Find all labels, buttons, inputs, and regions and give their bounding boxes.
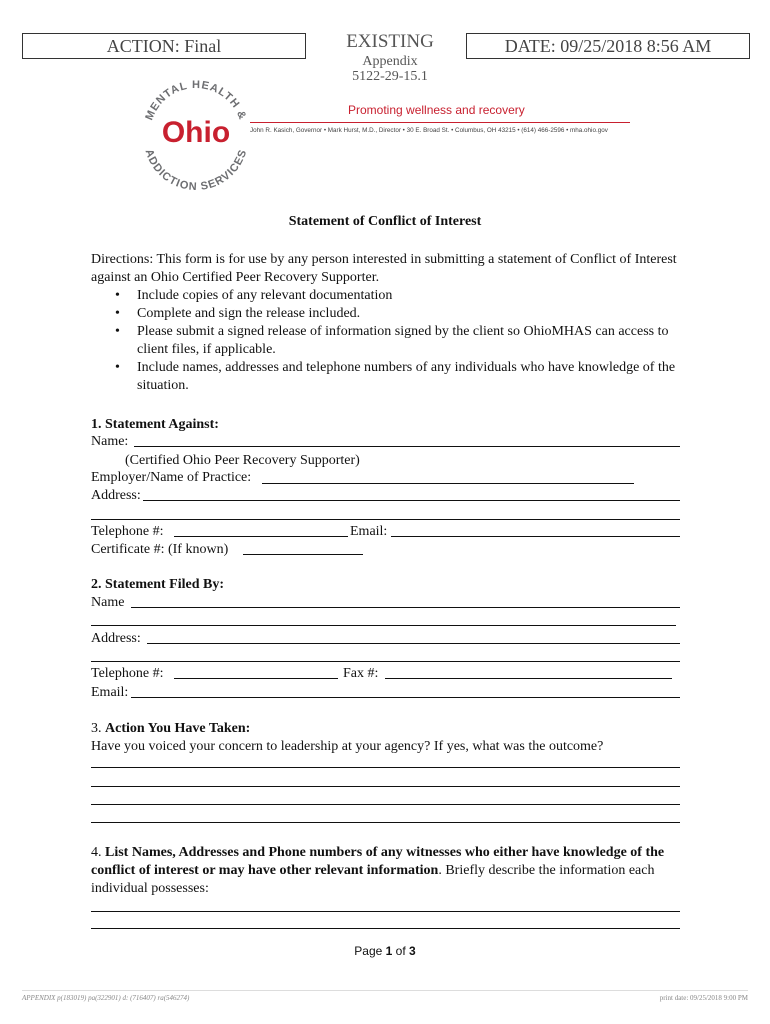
filer-name-label: Name <box>91 595 125 610</box>
against-name-field[interactable] <box>134 446 680 447</box>
page-total: 3 <box>409 944 416 958</box>
against-address-label: Address: <box>91 488 141 503</box>
against-telephone-label: Telephone #: <box>91 524 164 539</box>
section4-instruction: . Briefly describe the information each individual possesses: <box>91 863 655 896</box>
form-title: Statement of Conflict of Interest <box>288 214 482 229</box>
svg-text:ADDICTION SERVICES <box>143 148 250 192</box>
filer-fax-label: Fax #: <box>343 666 379 681</box>
action-taken-line-4[interactable] <box>91 822 680 823</box>
appendix-label: Appendix <box>362 54 418 69</box>
action-taken-line-1[interactable] <box>91 767 680 768</box>
filer-address-field[interactable] <box>147 643 680 644</box>
section1-heading: 1. Statement Against: <box>91 417 219 432</box>
section3-number: 3. <box>91 721 102 736</box>
date-box <box>466 33 750 59</box>
against-email-label: Email: <box>350 524 388 539</box>
list-item: • Include copies of any relevant documentation <box>91 287 685 305</box>
action-taken-line-3[interactable] <box>91 804 680 805</box>
section4-number: 4. <box>91 845 102 860</box>
action-taken-line-2[interactable] <box>91 786 680 787</box>
page-number <box>0 944 770 958</box>
action-box <box>22 33 306 59</box>
witness-line-1[interactable] <box>91 911 680 912</box>
list-item: • Complete and sign the release included. <box>91 305 685 323</box>
filer-email-label: Email: <box>91 685 129 700</box>
filer-name-field[interactable] <box>131 607 680 608</box>
tagline-rule <box>250 122 630 123</box>
contact-line: John R. Kasich, Governor • Mark Hurst, M.D., Director • 30 E. Broad St. • Columbus, OH 43215 • (614) 466-2596 • mha.ohio.gov <box>250 127 608 134</box>
filer-address-field-2[interactable] <box>91 661 680 662</box>
witness-line-2[interactable] <box>91 928 680 929</box>
existing-label: EXISTING <box>346 31 434 52</box>
employer-label: Employer/Name of Practice: <box>91 470 252 485</box>
section4-text <box>91 844 681 898</box>
rule-number: 5122-29-15.1 <box>352 69 428 84</box>
action-text: ACTION: Final <box>106 36 222 56</box>
directions-text: Directions: This form is for use by any person interested in submitting a statement of Conflict of Interest against an Ohio Certified Peer Recovery Supporter. <box>91 252 677 285</box>
against-address-field-2[interactable] <box>91 519 680 520</box>
section2-heading: 2. Statement Filed By: <box>91 577 224 592</box>
instructions-list <box>91 287 685 395</box>
filer-telephone-field[interactable] <box>174 678 338 679</box>
logo-wordmark: Ohio <box>161 116 231 149</box>
ohiomhas-logo <box>130 72 260 192</box>
footer-stamp-left: APPENDIX p(183019) pa(322901) d: (716407) ra(546274) <box>22 994 190 1002</box>
list-item: • Please submit a signed release of information signed by the client so OhioMHAS can access to client files, if applicable. <box>91 323 685 359</box>
filer-telephone-label: Telephone #: <box>91 666 164 681</box>
date-text: DATE: 09/25/2018 8:56 AM <box>504 36 712 56</box>
against-email-field[interactable] <box>391 536 680 537</box>
page-current: 1 <box>385 944 393 958</box>
filer-address-label: Address: <box>91 631 141 646</box>
list-item: • Include names, addresses and telephone numbers of any individuals who have knowledge of the situation. <box>91 359 685 395</box>
section3-title: Action You Have Taken: <box>105 721 251 736</box>
section3-heading <box>91 720 250 738</box>
tagline: Promoting wellness and recovery <box>348 103 525 117</box>
against-telephone-field[interactable] <box>174 536 348 537</box>
certificate-field[interactable] <box>243 554 363 555</box>
name-note: (Certified Ohio Peer Recovery Supporter) <box>125 453 360 468</box>
against-address-field[interactable] <box>143 500 680 501</box>
filer-email-field[interactable] <box>131 697 680 698</box>
logo-ring-bottom: ADDICTION SERVICES <box>142 147 250 192</box>
footer-rule <box>22 990 748 991</box>
employer-field[interactable] <box>262 483 634 484</box>
page-of: of <box>392 944 410 958</box>
section4-heading: List Names, Addresses and Phone numbers of any witnesses who either have knowledge of the conflict of interest or may have other relevant information <box>91 845 665 878</box>
section3-question: Have you voiced your concern to leadership at your agency? If yes, what was the outcome? <box>91 739 604 754</box>
against-name-label: Name: <box>91 434 129 449</box>
certificate-label: Certificate #: (If known) <box>91 542 229 557</box>
page-prefix: Page <box>354 944 386 958</box>
logo-ring-top: MENTAL HEALTH & <box>143 78 249 122</box>
footer-stamp-right: print date: 09/25/2018 9:00 PM <box>659 994 748 1002</box>
filer-name-field-2[interactable] <box>91 625 676 626</box>
filer-fax-field[interactable] <box>385 678 672 679</box>
